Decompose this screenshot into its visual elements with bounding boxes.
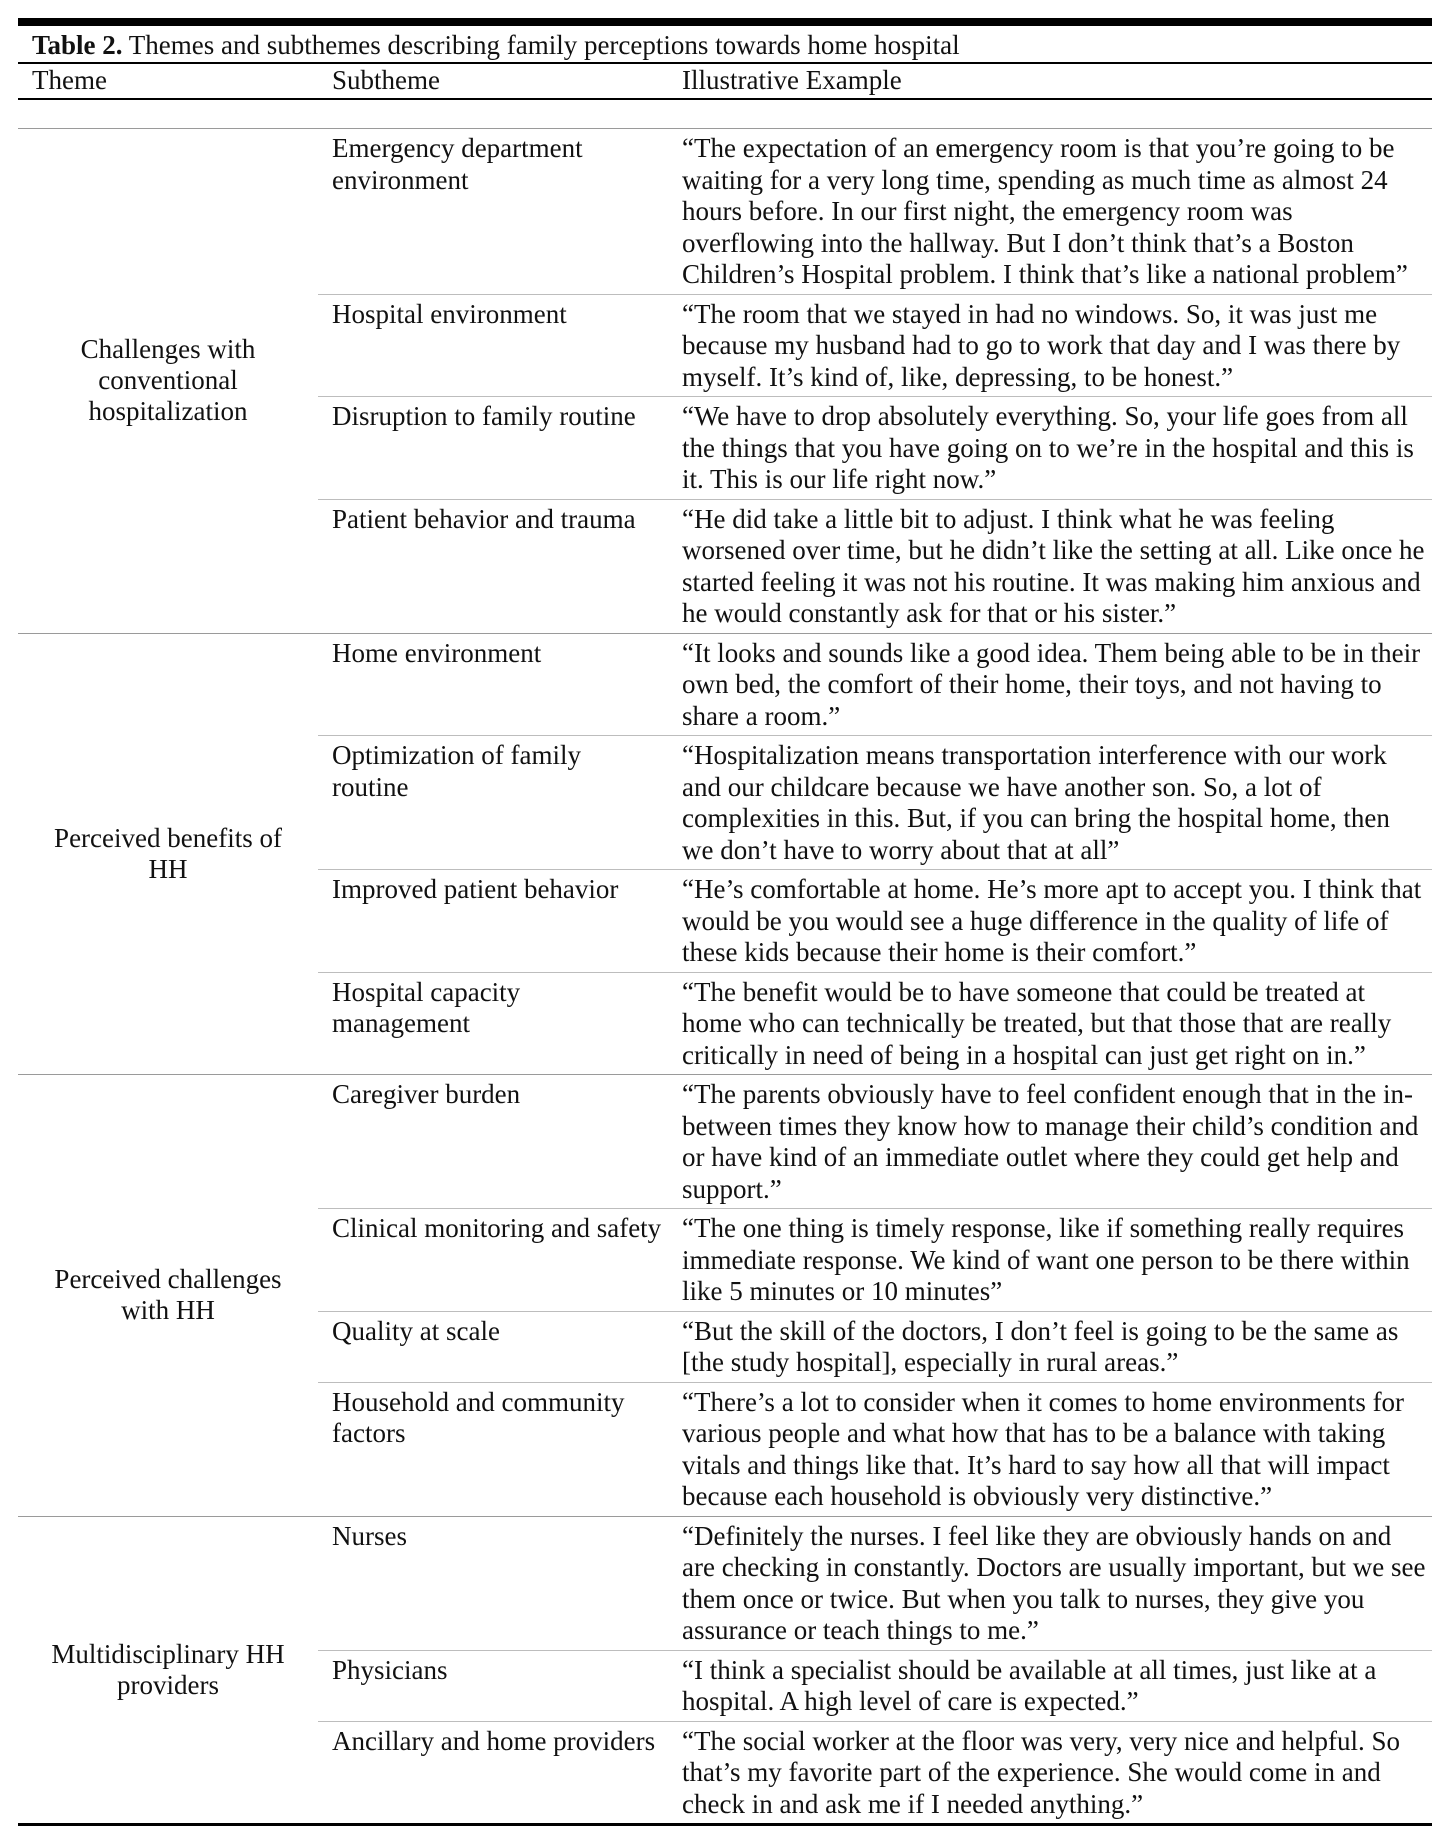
example-cell: “The room that we stayed in had no windows. So, it was just me because my husband had to go to work that day and I was there by myself. It’s kind of, like, depressing, to be honest.” — [682, 298, 1401, 392]
subtheme-cell: Ancillary and home providers — [332, 1725, 656, 1756]
example-cell: “It looks and sounds like a good idea. Them being able to be in their own bed, the comfort of their home, their toys, and not having to share a room.” — [682, 637, 1421, 731]
example-cell: “The benefit would be to have someone that could be treated at home who can technically be treated, but that those that are really critically in need of being in a hospital can just get right on in.” — [682, 976, 1392, 1070]
example-cell: “The parents obviously have to feel confident enough that in the in-between times they know how to manage their child’s condition and or have kind of an immediate outlet where they could get help and support.” — [682, 1079, 1419, 1204]
table-row — [318, 1311, 1432, 1382]
example-cell: “The expectation of an emergency room is that you’re going to be waiting for a very long time, spending as much time as almost 24 hours before. In our first night, the emergency room was overflowing into the hallway. But I don’t think that’s a Boston Children’s Hospital problem. I think that’s like a national problem” — [682, 133, 1408, 289]
top-rule — [18, 18, 1432, 26]
table-header — [18, 64, 1432, 98]
subtheme-rows — [318, 634, 1432, 1075]
table-row — [318, 869, 1432, 972]
table-container — [18, 18, 1432, 1826]
subtheme-rows — [318, 1517, 1432, 1824]
subtheme-cell: Emergency department environment — [332, 133, 583, 195]
example-cell: “Definitely the nurses. I feel like they are obviously hands on and are checking in constantly. Doctors are usually important, but we see them once or twice. But when you talk to nurses, they give you assurance or teach things to me.” — [682, 1520, 1426, 1645]
example-cell: “I think a specialist should be available at all times, just like at a hospital. A high level of care is expected.” — [682, 1654, 1377, 1716]
example-cell: “But the skill of the doctors, I don’t feel is going to be the same as [the study hospital], especially in rural areas.” — [682, 1315, 1399, 1377]
table-body — [18, 128, 1432, 1823]
subtheme-rows — [318, 129, 1432, 633]
example-cell: “He did take a little bit to adjust. I think what he was feeling worsened over time, but he didn’t like the setting at all. Like once he started feeling it was not his routine. It was making him anxious and he would constantly ask for that or his sister.” — [682, 503, 1425, 628]
table-row — [318, 972, 1432, 1075]
subtheme-cell: Caregiver burden — [332, 1079, 521, 1109]
subtheme-cell: Hospital environment — [332, 298, 567, 329]
example-cell: “We have to drop absolutely everything. So, your life goes from all the things that you have going on to we’re in the hospital and this is it. This is our life right now.” — [682, 401, 1414, 494]
header-example: Illustrative Example — [682, 65, 902, 95]
subtheme-cell: Physicians — [332, 1654, 448, 1685]
theme-group — [18, 128, 1432, 633]
theme-group — [18, 633, 1432, 1075]
example-cell: “He’s comfortable at home. He’s more apt to accept you. I think that would be you would see a huge difference in the quality of life of these kids because their home is their comfort.” — [682, 874, 1422, 967]
header-spacer — [18, 100, 1432, 128]
theme-group — [18, 1516, 1432, 1824]
subtheme-cell: Optimization of family routine — [332, 740, 581, 802]
table-row — [318, 1650, 1432, 1721]
example-cell: “The one thing is timely response, like if something really requires immediate response. We kind of want one person to be there within like 5 minutes or 10 minutes” — [682, 1213, 1410, 1306]
subtheme-cell: Clinical monitoring and safety — [332, 1213, 662, 1243]
subtheme-cell: Household and community factors — [332, 1386, 625, 1448]
theme-cell: Multidisciplinary HH providers — [51, 1638, 285, 1700]
header-theme: Theme — [32, 65, 107, 95]
subtheme-cell: Quality at scale — [332, 1315, 500, 1346]
table-row — [318, 499, 1432, 633]
caption-label: Table 2. — [32, 30, 123, 60]
theme-group — [18, 1074, 1432, 1516]
table-row — [318, 1721, 1432, 1824]
subtheme-rows — [318, 1075, 1432, 1516]
table-row — [318, 129, 1432, 294]
caption-text: Themes and subthemes describing family perceptions towards home hospital — [122, 30, 960, 60]
subtheme-cell: Nurses — [332, 1520, 407, 1551]
table-row — [318, 1517, 1432, 1650]
table-row — [318, 1208, 1432, 1311]
table-row — [318, 1382, 1432, 1516]
table-row — [318, 735, 1432, 869]
table-row — [318, 294, 1432, 397]
header-subtheme: Subtheme — [332, 65, 440, 95]
subtheme-cell: Improved patient behavior — [332, 874, 619, 904]
theme-cell: Perceived benefits of HH — [54, 822, 282, 884]
theme-cell: Challenges with conventional hospitalization — [80, 334, 256, 427]
table-row — [318, 396, 1432, 499]
example-cell: “The social worker at the floor was very, very nice and helpful. So that’s my favorite part of the experience. She would come in and check in and ask me if I needed anything.” — [682, 1725, 1400, 1819]
table-row — [318, 1075, 1432, 1208]
subtheme-cell: Hospital capacity management — [332, 976, 521, 1038]
table-row — [318, 634, 1432, 736]
subtheme-cell: Home environment — [332, 637, 542, 668]
example-cell: “Hospitalization means transportation interference with our work and our childcare because we have another son. So, a lot of complexities in this. But, if you can bring the hospital home, then we don’t have to worry about that at all” — [682, 740, 1390, 865]
theme-cell: Perceived challenges with HH — [54, 1264, 282, 1326]
subtheme-cell: Patient behavior and trauma — [332, 503, 636, 534]
table-caption — [18, 28, 1432, 62]
subtheme-cell: Disruption to family routine — [332, 401, 636, 431]
example-cell: “There’s a lot to consider when it comes to home environments for various people and what how that has to be a balance with taking vitals and things like that. It’s hard to say how all that will impact because each household is obviously very distinctive.” — [682, 1386, 1405, 1511]
